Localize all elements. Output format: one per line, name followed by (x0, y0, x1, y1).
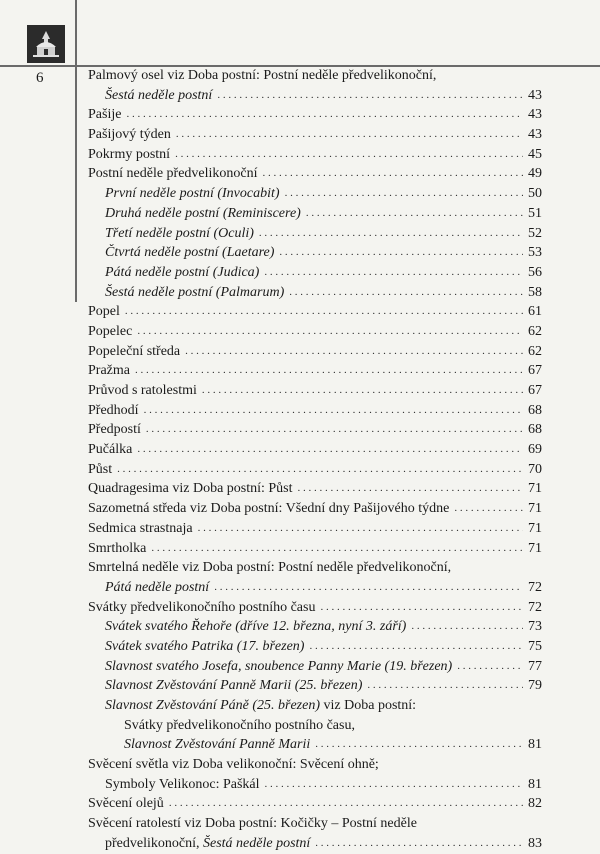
toc-entry-text: Svěcení olejů (88, 796, 164, 812)
toc-entry-text: Slavnost svatého Josefa, snoubence Panny Marie (19. březen) (105, 658, 453, 674)
dot-leader (175, 145, 523, 165)
toc-page-number: 71 (528, 501, 542, 517)
toc-entry-text: Pražma (88, 363, 130, 379)
toc-entry-text: Smrtholka (88, 540, 147, 556)
dot-leader (185, 342, 523, 362)
toc-entry-label (88, 125, 171, 145)
dot-leader (309, 637, 523, 657)
toc-entry-label (105, 578, 209, 598)
dot-leader (176, 125, 523, 145)
dot-leader (454, 499, 523, 519)
toc-entry-label (88, 66, 436, 86)
dot-leader (298, 479, 523, 499)
toc-entry (88, 598, 542, 618)
toc-page-number: 43 (528, 127, 542, 143)
toc-entry-label (105, 204, 301, 224)
toc-entry-text: Pátá neděle postní (105, 579, 210, 595)
toc-entry-text: Předhodí (88, 402, 139, 418)
toc-page-number: 68 (528, 422, 542, 438)
toc-entry-text: Půst (88, 461, 113, 477)
toc-page-number: 45 (528, 146, 542, 162)
toc-entry (88, 164, 542, 184)
toc-entry (88, 716, 542, 736)
toc-page-number: 56 (528, 264, 542, 280)
toc-page-number: 72 (528, 599, 542, 615)
toc-page-number: 81 (528, 776, 542, 792)
toc-entry-label (88, 499, 449, 519)
toc-page-number: 67 (528, 383, 542, 398)
toc-entry-text: předvelikonoční, (105, 835, 203, 851)
toc-entry-label (88, 519, 193, 539)
toc-entry-label (88, 145, 170, 165)
toc-page-number: 43 (528, 107, 542, 123)
toc-entry-text: Postní neděle předvelikonoční (88, 166, 258, 182)
toc-page-number: 51 (528, 205, 542, 221)
dot-leader (144, 401, 523, 421)
toc-entry (88, 243, 542, 263)
dot-leader (146, 420, 523, 440)
toc-entry-text: Slavnost Zvěstování Páně (25. březen) (105, 698, 321, 713)
toc-page-number: 81 (528, 737, 542, 753)
dot-leader (117, 460, 523, 480)
toc-entry-label (88, 164, 258, 184)
toc-entry-label (88, 558, 451, 578)
toc-entry-text: Sazometná středa viz Doba postní: Všední dny Pašijového týdne (88, 501, 450, 517)
toc-entry-text: viz Doba postní: (320, 698, 417, 713)
toc-entry-text: Palmový osel viz Doba postní: Postní neděle předvelikonoční, (88, 68, 437, 83)
toc-entry (88, 539, 542, 559)
dot-leader (126, 105, 523, 125)
toc-entry-text: Druhá neděle postní (Reminiscere) (105, 205, 301, 221)
toc-entry-text: Popelec (88, 323, 133, 339)
toc-page-number: 82 (528, 796, 542, 812)
toc-entry (88, 263, 542, 283)
dot-leader (265, 775, 523, 795)
toc-entry-label (105, 617, 406, 637)
toc-entry-label (105, 224, 254, 244)
toc-entry-text: Svěcení ratolestí viz Doba postní: Kočičky – Postní neděle (88, 816, 417, 832)
toc-entry-label (88, 440, 132, 460)
toc-entry (88, 558, 542, 578)
toc-entry-text: Svěcení světla viz Doba velikonoční: Svěcení ohně; (88, 757, 379, 773)
toc-entry (88, 696, 542, 716)
toc-page-number: 52 (528, 225, 542, 241)
toc-entry-label (105, 283, 284, 303)
toc-entry (88, 617, 542, 637)
dot-leader (135, 361, 523, 381)
dot-leader (151, 539, 523, 559)
toc-page-number: 62 (528, 343, 542, 359)
toc-entry-label (105, 834, 310, 854)
toc-entry-label (105, 676, 362, 696)
toc-entry-label (88, 539, 146, 559)
toc-entry (88, 440, 542, 460)
toc-entry-label (88, 342, 180, 362)
toc-page-number: 79 (528, 678, 542, 694)
toc-entry-label (105, 184, 280, 204)
dot-leader (289, 283, 523, 303)
toc-entry (88, 204, 542, 224)
toc-entry-label (105, 243, 274, 263)
toc-entry-label (88, 381, 197, 401)
toc-entry-text: Quadragesima viz Doba postní: Půst (88, 481, 293, 497)
toc-entry-label (88, 105, 121, 125)
toc-page-number: 61 (528, 304, 542, 320)
toc-entry-label (88, 361, 130, 381)
toc-entry (88, 401, 542, 421)
toc-entry-text: První neděle postní (Invocabit) (105, 186, 280, 202)
toc-entry-text: Šestá neděle postní (Palmarum) (105, 284, 285, 300)
toc-page-number: 72 (528, 579, 542, 595)
dot-leader (457, 657, 523, 677)
toc-page-number: 73 (528, 619, 542, 635)
toc-page-number: 62 (528, 323, 542, 339)
toc-entry-label (105, 775, 260, 795)
dot-leader (125, 302, 523, 322)
toc-page-number: 71 (528, 481, 542, 497)
toc-page-number: 71 (528, 520, 542, 536)
dot-leader (264, 263, 523, 283)
toc-entry-label (88, 322, 132, 342)
toc-entry (88, 657, 542, 677)
toc-entry-label (105, 696, 416, 716)
dot-leader (202, 381, 523, 401)
toc-page-number: 69 (528, 442, 542, 458)
toc-page-number: 70 (528, 461, 542, 477)
toc-entry (88, 105, 542, 125)
toc-entry (88, 834, 542, 854)
toc-entry (88, 125, 542, 145)
toc-entry-text: Čtvrtá neděle postní (Laetare) (105, 245, 275, 261)
dot-leader (217, 86, 523, 106)
toc-entry (88, 479, 542, 499)
toc-entry-text: Pašije (88, 107, 122, 123)
toc-entry-text: Pátá neděle postní (Judica) (105, 264, 260, 280)
toc-page-number: 50 (528, 186, 542, 202)
toc-page-number: 53 (528, 245, 542, 261)
toc-page-number: 67 (528, 363, 542, 379)
toc-entry (88, 66, 542, 86)
toc-entry (88, 224, 542, 244)
toc-entry (88, 342, 542, 362)
toc-page-number: 68 (528, 402, 542, 418)
dot-leader (169, 794, 523, 814)
toc-entry-label (124, 716, 355, 736)
toc-entry (88, 361, 542, 381)
toc-entry-text: Slavnost Zvěstování Panně Marii (25. březen) (105, 678, 363, 694)
toc-entry-label (124, 735, 310, 755)
toc-entry-text: Svátek svatého Řehoře (dříve 12. března, nyní 3. září) (105, 619, 407, 635)
toc-entry (88, 420, 542, 440)
toc-entry (88, 578, 542, 598)
toc-entry-label (88, 479, 293, 499)
dot-leader (137, 440, 523, 460)
toc-page-number: 83 (528, 835, 542, 851)
toc-entry (88, 814, 542, 834)
dot-leader (367, 676, 523, 696)
toc-entry (88, 499, 542, 519)
toc-entry-label (88, 794, 164, 814)
toc-entry-text: Symboly Velikonoc: Paškál (105, 776, 260, 792)
toc-entry (88, 519, 542, 539)
toc-entry (88, 322, 542, 342)
toc-entry-text: Svátky předvelikonočního postního času (88, 599, 316, 615)
toc-entry-text: Svátek svatého Patrika (17. březen) (105, 638, 305, 654)
toc-entry (88, 794, 542, 814)
publisher-logo (27, 25, 65, 63)
dot-leader (306, 204, 523, 224)
toc-page-number: 49 (528, 166, 542, 182)
toc-entry-label (88, 814, 417, 834)
dot-leader (320, 598, 523, 618)
dot-leader (214, 578, 523, 598)
page-number: 6 (36, 70, 44, 86)
toc-entry (88, 184, 542, 204)
toc-page-number: 43 (528, 87, 542, 103)
toc-entry-label (105, 86, 212, 106)
toc-entry-text: Smrtelná neděle viz Doba postní: Postní neděle předvelikonoční, (88, 560, 452, 576)
toc-entry-label (88, 755, 379, 775)
toc-entry (88, 755, 542, 775)
toc-entry-text: Předpostí (88, 422, 141, 438)
toc-entry (88, 302, 542, 322)
toc-entry-text: Průvod s ratolestmi (88, 383, 197, 398)
toc-entry (88, 381, 542, 401)
toc-entry (88, 735, 542, 755)
toc-entry-text: Šestá neděle postní (202, 835, 311, 851)
toc-entry-text: Pokrmy postní (88, 146, 171, 162)
toc-entry-text: Popel (88, 304, 120, 320)
toc-entry (88, 145, 542, 165)
toc-entry (88, 86, 542, 106)
toc-entry-text: Slavnost Zvěstování Panně Marii (124, 737, 311, 753)
dot-leader (259, 224, 523, 244)
table-of-contents (88, 66, 542, 854)
toc-entry (88, 775, 542, 795)
dot-leader (137, 322, 523, 342)
toc-entry-text: Pašijový týden (88, 127, 171, 143)
toc-entry-label (88, 420, 141, 440)
toc-page-number: 58 (528, 284, 542, 300)
toc-entry (88, 637, 542, 657)
toc-entry-label (105, 263, 259, 283)
dot-leader (411, 617, 523, 637)
church-icon (27, 25, 65, 63)
toc-entry-text: Sedmica strastnaja (88, 520, 193, 536)
dot-leader (285, 184, 523, 204)
vertical-rule (75, 0, 77, 302)
toc-page-number: 77 (528, 658, 542, 674)
toc-entry (88, 283, 542, 303)
dot-leader (315, 735, 523, 755)
toc-entry-text: Třetí neděle postní (Oculi) (105, 225, 254, 241)
toc-entry-text: Pučálka (88, 442, 133, 458)
toc-entry-label (88, 302, 120, 322)
toc-entry (88, 460, 542, 480)
toc-entry-label (88, 598, 315, 618)
toc-entry-text: Popeleční středa (88, 343, 181, 359)
toc-entry-label (105, 657, 452, 677)
toc-entry (88, 676, 542, 696)
toc-entry-text: Šestá neděle postní (105, 87, 213, 103)
dot-leader (198, 519, 523, 539)
dot-leader (263, 164, 523, 184)
toc-entry-label (88, 460, 112, 480)
toc-entry-text: Svátky předvelikonočního postního času, (124, 717, 355, 733)
dot-leader (315, 834, 523, 854)
toc-page-number: 75 (528, 638, 542, 654)
dot-leader (279, 243, 523, 263)
toc-page-number: 71 (528, 540, 542, 556)
toc-entry-label (88, 401, 139, 421)
toc-entry-label (105, 637, 304, 657)
